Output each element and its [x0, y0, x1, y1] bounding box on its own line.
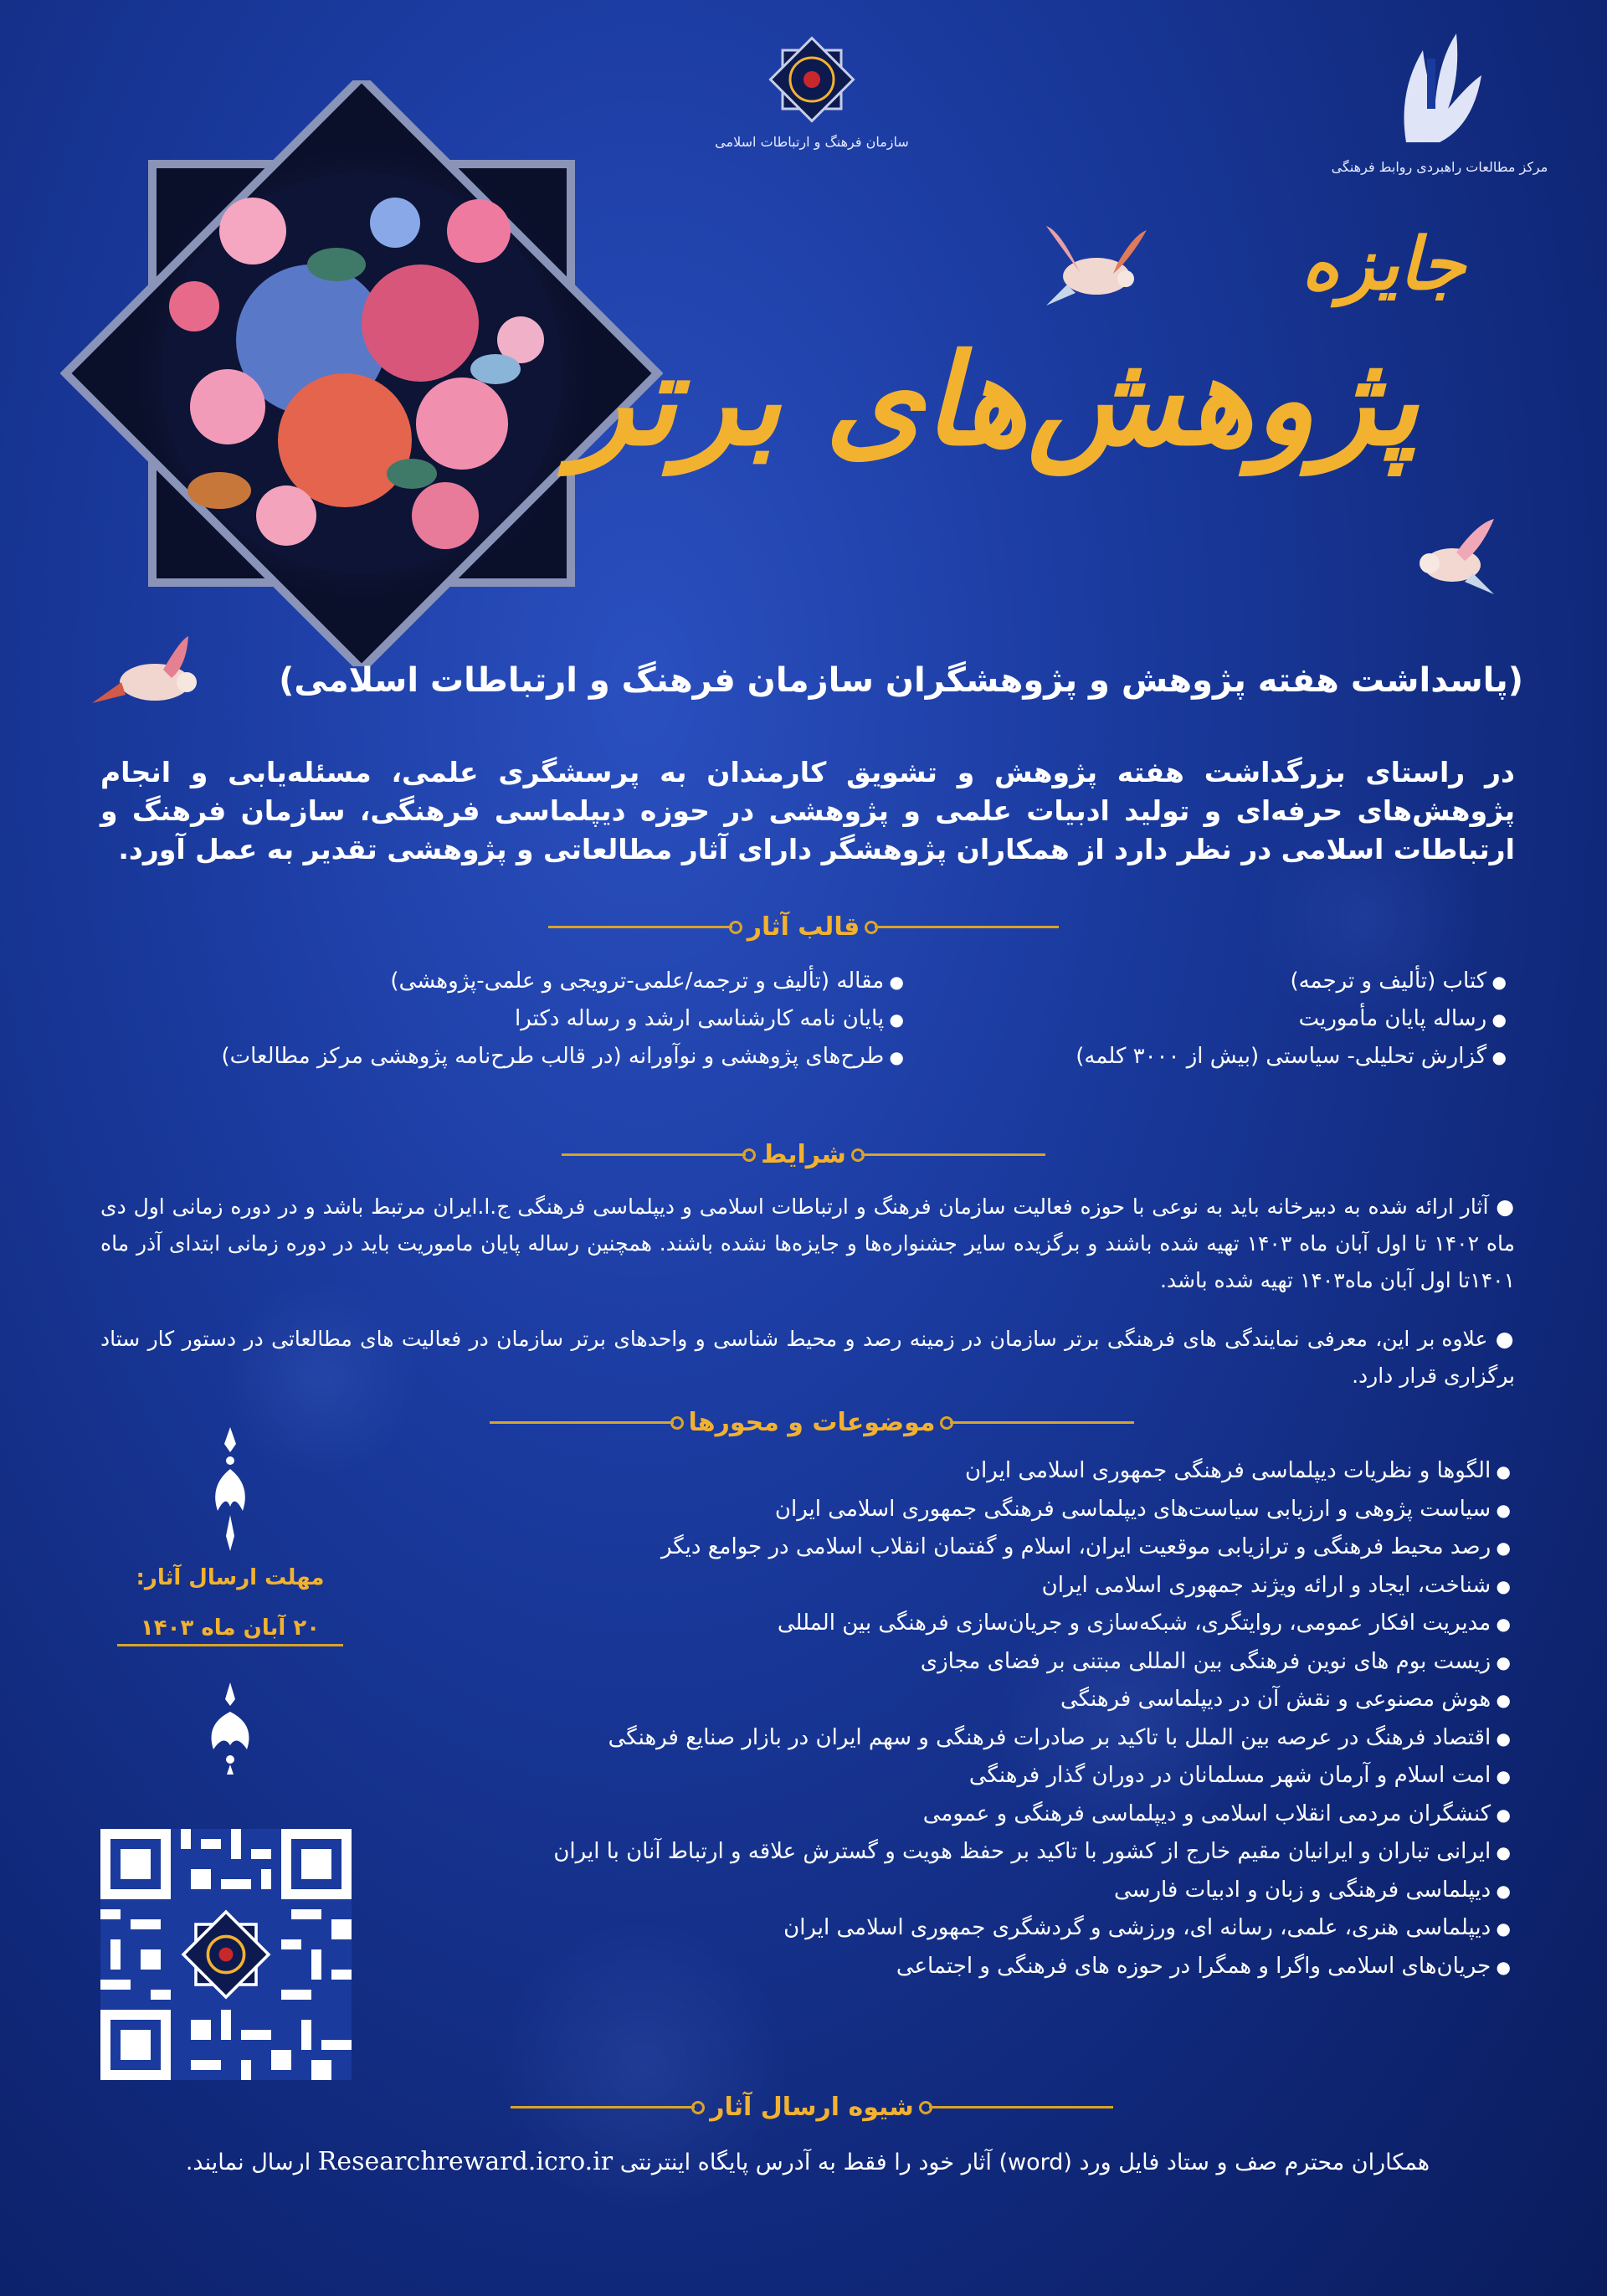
- heading-ornament: [490, 1421, 674, 1424]
- list-item: ● شناخت، ایجاد و ارائه ویژند جمهوری اسلامی ایران: [352, 1567, 1511, 1605]
- list-item: ● کتاب (تألیف و ترجمه): [912, 963, 1507, 1000]
- list-item: ● سیاست پژوهی و ارزیابی سیاست‌های دیپلماسی فرهنگی جمهوری اسلامی ایران: [352, 1491, 1511, 1529]
- conditions-paragraph-1: ● آثار ارائه شده به دبیرخانه باید به نوعی با حوزه فعالیت سازمان فرهنگ و ارتباطات اسلامی و دیپلماسی فرهنگی ج.ا.ایران مرتبط باشد و در دوره زمانی اول دی ماه ۱۴۰۲ تا اول آبان ماه ۱۴۰۳ تهیه شده باشند و برگزیده سایر جشنواره‌ها و جایزه‌ها نشده باشند. همچنین رساله پایان ماموریت باید در دوره زمانی ابتدای آذر ماه ۱۴۰۱تا اول آبان ماه۱۴۰۳ تهیه شده باشد.: [100, 1194, 1515, 1292]
- icro-emblem-icon: [766, 33, 858, 126]
- intro-paragraph: در راستای بزرگداشت هفته پژوهش و تشویق کارمندان به پرسشگری علمی، مسئله‌یابی و انجام پژوهش‌های حرفه‌ای و تولید ادبیات علمی و پژوهشی در حوزه دیپلماسی فرهنگی، سازمان فرهنگ و ارتباطات اسلامی در نظر دارد از همکاران پژوهشگر دارای آثار مطالعاتی و پژوهشی تقدیر به عمل آورد.: [100, 756, 1515, 865]
- formats-heading: [402, 912, 1205, 942]
- heading-ornament: [548, 926, 732, 928]
- title-line2: پژوهش‌های برتر: [572, 326, 1419, 474]
- list-item: ● الگوها و نظریات دیپلماسی فرهنگی جمهوری اسلامی ایران: [352, 1452, 1511, 1491]
- submission-url-link[interactable]: Researchreward.icro.ir: [317, 2147, 614, 2176]
- deadline-date: ۲۰ آبان ماه ۱۴۰۳: [117, 1615, 343, 1646]
- conditions-paragraph-2: ● علاوه بر این، معرفی نمایندگی های فرهنگی برتر سازمان در زمینه رصد و محیط شناسی و واحدهای برتر سازمان در فعالیت های مطالعاتی در دستور کار ستاد برگزاری قرار دارد.: [100, 1327, 1515, 1388]
- heading-ornament: [929, 2106, 1113, 2109]
- ornament-icon: [197, 1682, 264, 1775]
- bird-illustration: [1406, 515, 1498, 607]
- heading-ornament: [950, 1421, 1134, 1424]
- list-item: ● امت اسلام و آرمان شهر مسلمانان در دوران گذار فرهنگی: [352, 1757, 1511, 1795]
- topics-heading-label: موضوعات و محورها: [688, 1408, 936, 1437]
- list-item: ● دیپلماسی فرهنگی و زبان و ادبیات فارسی: [352, 1872, 1511, 1910]
- list-item: ● کنشگران مردمی انقلاب اسلامی و دیپلماسی فرهنگی و عمومی: [352, 1795, 1511, 1834]
- subtitle: (پاسداشت هفته پژوهش و پژوهشگران سازمان فرهنگ و ارتباطات اسلامی): [279, 661, 1523, 700]
- submission-text-before: همکاران محترم صف و ستاد فایل ورد (word) آثار خود را فقط به آدرس پایگاه اینترنتی: [619, 2150, 1430, 2175]
- list-item: ● مدیریت افکار عمومی، روایتگری، شبکه‌سازی و جریان‌سازی فرهنگی بین المللی: [352, 1605, 1511, 1643]
- list-item: ● پایان نامه کارشناسی ارشد و رساله دکترا: [100, 1000, 904, 1038]
- list-item: ● مقاله (تألیف و ترجمه/علمی-ترویجی و علمی-پژوهشی): [100, 963, 904, 1000]
- list-item: ● دیپلماسی هنری، علمی، رسانه ای، ورزشی و گردشگری جمهوری اسلامی ایران: [352, 1909, 1511, 1948]
- submission-heading-label: شیوه ارسال آثار: [710, 2093, 914, 2122]
- list-item: ● زیست بوم های نوین فرهنگی بین المللی مبتنی بر فضای مجازی: [352, 1643, 1511, 1682]
- submission-heading: [452, 2093, 1172, 2122]
- submission-text-after: ارسال نمایند.: [185, 2150, 311, 2175]
- formats-heading-label: قالب آثار: [747, 912, 860, 942]
- bird-illustration: [1042, 213, 1151, 322]
- heading-ornament: [511, 2106, 695, 2109]
- formats-right-column: [912, 963, 1507, 1076]
- list-item: ● هوش مصنوعی و نقش آن در دیپلماسی فرهنگی: [352, 1681, 1511, 1719]
- ornament-icon: [201, 1427, 259, 1553]
- list-item: ● جریان‌های اسلامی واگرا و همگرا در حوزه های فرهنگی و اجتماعی: [352, 1948, 1511, 1986]
- list-item: ● رصد محیط فرهنگی و ترازیابی موقعیت ایران، اسلام و گفتمان انقلاب اسلامی در جوامع دیگر: [352, 1528, 1511, 1567]
- conditions-text-2: علاوه بر این، معرفی نمایندگی های فرهنگی برتر سازمان در زمینه رصد و محیط شناسی و واحدهای برتر سازمان در فعالیت های مطالعاتی در دستور کار ستاد برگزاری قرار دارد.: [100, 1327, 1515, 1388]
- list-item: ● ایرانی تباران و ایرانیان مقیم خارج از کشور با تاکید بر حفظ هویت و گسترش علاقه و ارتباط آنان با ایران: [352, 1833, 1511, 1872]
- list-item: ● طرح‌های پژوهشی و نوآورانه (در قالب طرح‌نامه پژوهشی مرکز مطالعات): [100, 1038, 904, 1076]
- title-line1: جایزه: [1302, 222, 1466, 306]
- topics-list: [352, 1452, 1511, 1985]
- icro-logo-caption: سازمان فرهنگ و ارتباطات اسلامی: [715, 134, 909, 150]
- conditions-heading: [402, 1140, 1205, 1169]
- list-item: ● اقتصاد فرهنگ در عرصه بین الملل با تاکید بر صادرات فرهنگی و سهم ایران در بازار صنایع فرهنگی: [352, 1719, 1511, 1758]
- heading-ornament: [861, 1153, 1045, 1156]
- conditions-heading-label: شرایط: [761, 1140, 846, 1169]
- heading-ornament: [875, 926, 1059, 928]
- research-center-emblem-icon: [1389, 25, 1490, 151]
- research-center-logo-caption: مرکز مطالعات راهبردی روابط فرهنگی: [1331, 159, 1548, 175]
- topics-heading: [452, 1408, 1172, 1437]
- list-item: ● گزارش تحلیلی- سیاستی (بیش از ۳۰۰۰ کلمه): [912, 1038, 1507, 1076]
- heading-ornament: [562, 1153, 746, 1156]
- submission-instructions: [100, 2147, 1515, 2176]
- research-center-logo: [1331, 25, 1548, 175]
- deadline-label: مهلت ارسال آثار:: [136, 1565, 325, 1590]
- formats-left-column: [100, 963, 904, 1076]
- list-item: ● رساله پایان مأموریت: [912, 1000, 1507, 1038]
- bird-illustration: [88, 632, 222, 724]
- icro-logo: [711, 33, 912, 150]
- conditions-text-1: آثار ارائه شده به دبیرخانه باید به نوعی با حوزه فعالیت سازمان فرهنگ و ارتباطات اسلامی و دیپلماسی فرهنگی ج.ا.ایران مرتبط باشد و در دوره زمانی اول دی ماه ۱۴۰۲ تا اول آبان ماه ۱۴۰۳ تهیه شده باشند و برگزیده سایر جشنواره‌ها و جایزه‌ها نشده باشند. همچنین رساله پایان ماموریت باید در دوره زمانی ابتدای آذر ماه ۱۴۰۱تا اول آبان ماه۱۴۰۳ تهیه شده باشد.: [100, 1194, 1515, 1292]
- qr-code: [100, 1829, 352, 2080]
